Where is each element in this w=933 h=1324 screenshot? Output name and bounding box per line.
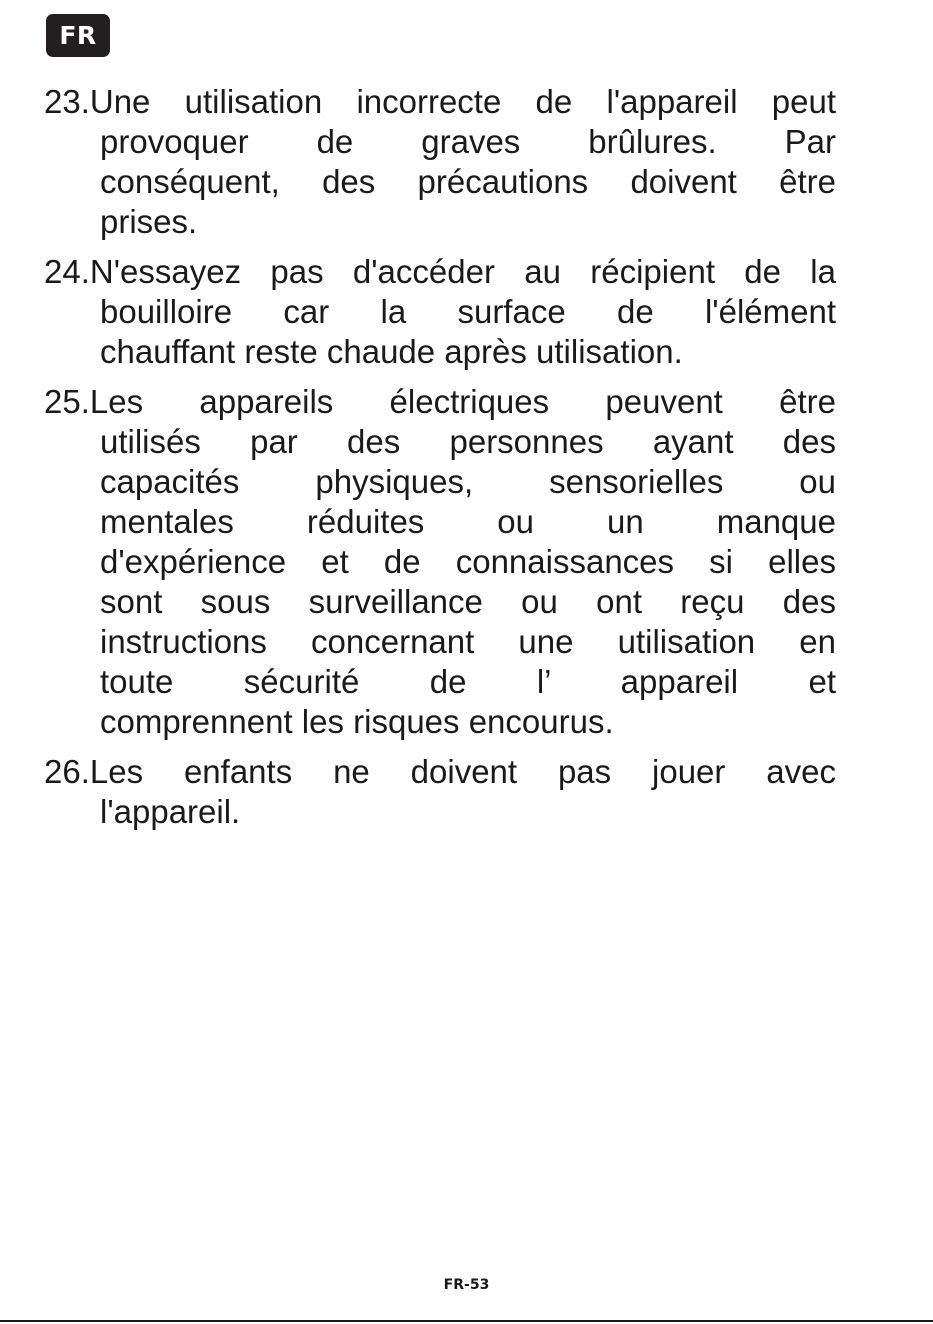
instruction-line: 23.Une utilisation incorrecte de l'appareil peut [44, 83, 836, 120]
instruction-line: capacités physiques, sensorielles ou [100, 463, 836, 500]
instruction-line: chauffant reste chaude après utilisation. [100, 333, 683, 370]
instruction-line: toute sécurité de l’ appareil et [100, 663, 836, 700]
instruction-item-25 [44, 382, 836, 742]
language-badge: FR [46, 14, 110, 57]
instruction-line: d'expérience et de connaissances si elles [100, 543, 836, 580]
instruction-item-26 [44, 752, 836, 832]
page-number: FR-53 [443, 1277, 490, 1293]
instruction-line: utilisés par des personnes ayant des [100, 423, 836, 460]
instruction-line: mentales réduites ou un manque [100, 503, 836, 540]
instruction-line: sont sous surveillance ou ont reçu des [100, 583, 836, 620]
safety-instructions [44, 82, 836, 842]
instruction-line: conséquent, des précautions doivent être [100, 163, 836, 200]
instruction-line: l'appareil. [100, 793, 241, 830]
instruction-line: prises. [100, 203, 198, 240]
instruction-line: 25.Les appareils électriques peuvent être [44, 383, 836, 420]
instruction-item-23 [44, 82, 836, 242]
instruction-line: bouilloire car la surface de l'élément [100, 293, 836, 330]
instruction-line: comprennent les risques encourus. [100, 703, 614, 740]
instruction-item-24 [44, 252, 836, 372]
instruction-line: 24.N'essayez pas d'accéder au récipient de la [44, 253, 836, 290]
instruction-line: 26.Les enfants ne doivent pas jouer avec [44, 753, 836, 790]
instruction-line: provoquer de graves brûlures. Par [100, 123, 836, 160]
instruction-line: instructions concernant une utilisation en [100, 623, 836, 660]
bottom-divider [0, 1320, 933, 1322]
